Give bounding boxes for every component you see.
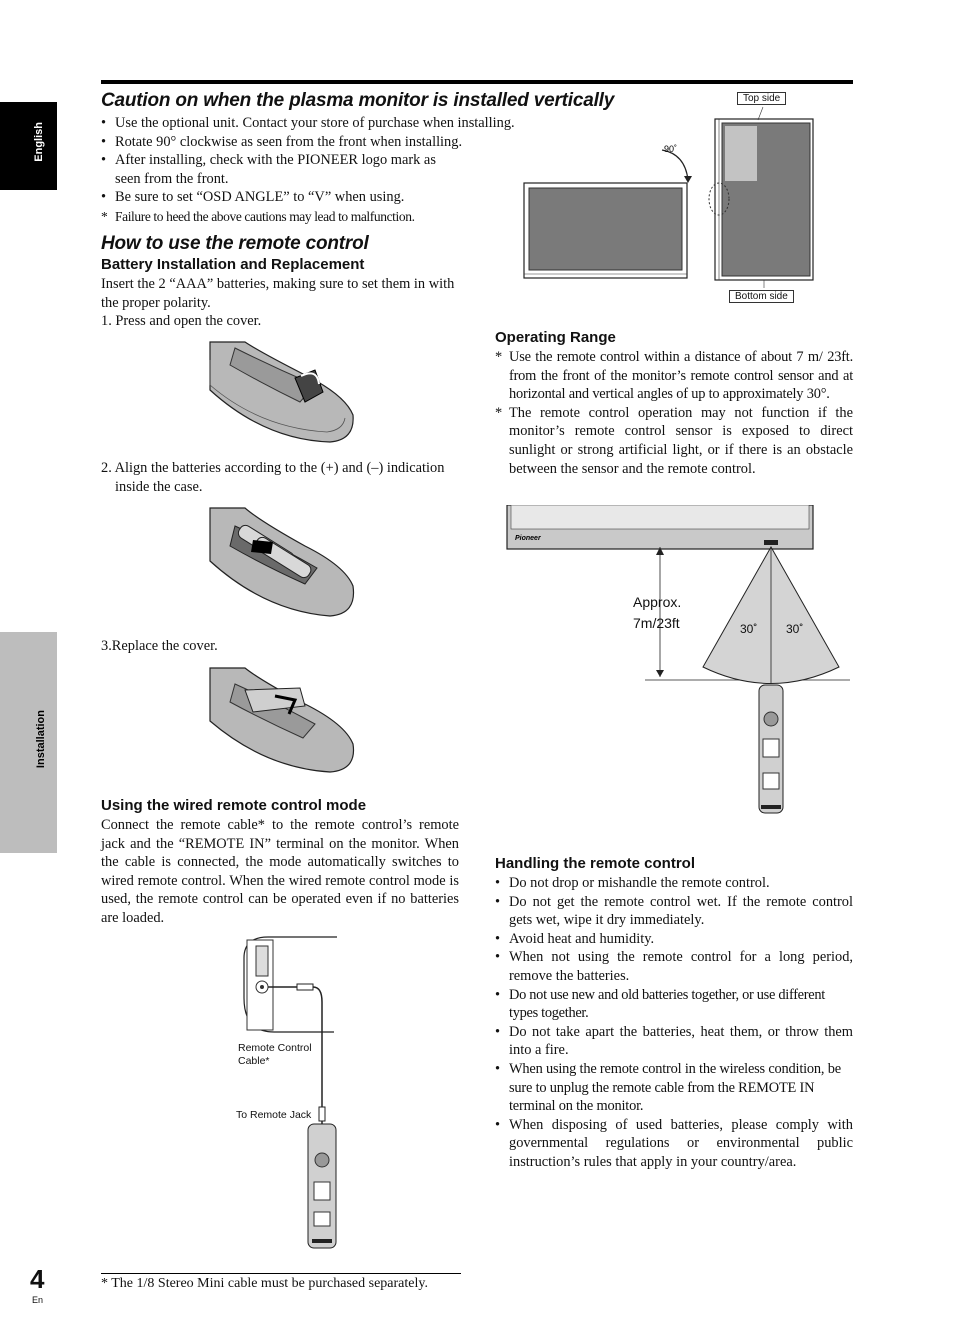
jack-label: To Remote Jack bbox=[236, 1109, 312, 1121]
caution-title: Caution on when the plasma monitor is installed vertically bbox=[101, 90, 615, 111]
footnote-rule bbox=[101, 1273, 461, 1274]
top-side-label: Top side bbox=[737, 92, 786, 105]
handling-item: • Do not get the remote control wet. If the remote control gets wet, wipe it dry immediately. bbox=[495, 893, 853, 930]
operating-range-figure bbox=[505, 505, 850, 820]
footnote: * The 1/8 Stereo Mini cable must be purchased separately. bbox=[101, 1276, 428, 1291]
wired-heading: Using the wired remote control mode bbox=[101, 797, 367, 814]
page-number: 4 bbox=[30, 1264, 45, 1294]
handling-item: • When not using the remote control for a long period, remove the batteries. bbox=[495, 948, 853, 985]
caution-list bbox=[101, 114, 563, 207]
handling-item: • When disposing of used batteries, please comply with governmental regulations or environmental public instruction’s rules that apply in your country/area. bbox=[495, 1116, 853, 1172]
operating-range-note: * Use the remote control within a distance of about 7 m/ 23ft. from the front of the monitor’s remote control sensor and at horizontal and vertical angles of up to approximately 30°. bbox=[495, 348, 853, 404]
remote-title: How to use the remote control bbox=[101, 233, 369, 254]
range-distance: 7m/23ft bbox=[633, 615, 680, 631]
top-rule bbox=[101, 80, 853, 84]
remote-open-cover-figure bbox=[205, 340, 355, 445]
handling-item: • Do not use new and old batteries together, or use different types together. bbox=[495, 986, 853, 1023]
page-lang: En bbox=[32, 1295, 44, 1305]
battery-step-1: 1. Press and open the cover. bbox=[101, 313, 262, 329]
language-tab bbox=[0, 102, 57, 190]
cable-label-2: Cable* bbox=[238, 1055, 270, 1067]
caution-note bbox=[101, 208, 521, 227]
range-angle-right: 30˚ bbox=[786, 622, 804, 636]
monitor-brand: Pioneer bbox=[515, 535, 541, 542]
caution-item: • After installing, check with the PIONEER logo mark as seen from the front. bbox=[101, 151, 460, 188]
caution-item: • Rotate 90° clockwise as seen from the front when installing. bbox=[101, 133, 563, 152]
wired-connection-figure bbox=[222, 932, 352, 1254]
range-angle-left: 30˚ bbox=[740, 622, 758, 636]
section-tab-label: Installation bbox=[35, 710, 47, 769]
caution-item: • Use the optional unit. Contact your store of purchase when installing. bbox=[101, 114, 563, 133]
operating-range-heading: Operating Range bbox=[495, 329, 616, 346]
caution-note-text: * Failure to heed the above cautions may lead to malfunction. bbox=[101, 208, 521, 227]
handling-item: • Do not drop or mishandle the remote control. bbox=[495, 874, 853, 893]
handling-item: • When using the remote control in the wireless condition, be sure to unplug the remote cable from the REMOTE IN terminal on the monitor. bbox=[495, 1060, 853, 1116]
handling-item: • Avoid heat and humidity. bbox=[495, 930, 853, 949]
caution-item: • Be sure to set “OSD ANGLE” to “V” when using. bbox=[101, 188, 563, 207]
rotation-angle-label: 90˚ bbox=[664, 144, 678, 154]
operating-range-note: * The remote control operation may not function if the monitor’s remote control sensor is exposed to direct sunlight or strong artificial light, or if there is an obstacle between the sensor and the remote control. bbox=[495, 404, 853, 478]
section-tab bbox=[0, 632, 57, 853]
remote-replace-cover-figure bbox=[205, 666, 355, 776]
wired-body: Connect the remote cable* to the remote control’s remote jack and the “REMOTE IN” terminal on the monitor. When the cable is connected, the mode automatically switches to wired remote control. When the wired remote control mode is used, the remote control can be operated even if no batteries are loaded. bbox=[101, 817, 459, 926]
handling-list bbox=[495, 874, 853, 1172]
battery-intro: Insert the 2 “AAA” batteries, making sure to set them in with the proper polarity. bbox=[101, 276, 455, 311]
vertical-install-figure bbox=[520, 92, 820, 312]
handling-heading: Handling the remote control bbox=[495, 855, 696, 872]
remote-batteries-figure bbox=[205, 506, 355, 621]
language-tab-label: English bbox=[33, 122, 45, 162]
range-approx: Approx. bbox=[633, 594, 682, 610]
cable-label-1: Remote Control bbox=[238, 1042, 312, 1054]
battery-step-2: 2. Align the batteries according to the (+) and (–) indication inside the case. bbox=[101, 460, 445, 495]
operating-range-notes bbox=[495, 348, 853, 478]
battery-step-3: 3.Replace the cover. bbox=[101, 638, 218, 654]
bottom-side-label: Bottom side bbox=[729, 290, 794, 303]
handling-item: • Do not take apart the batteries, heat them, or throw them into a fire. bbox=[495, 1023, 853, 1060]
battery-heading: Battery Installation and Replacement bbox=[101, 256, 365, 273]
